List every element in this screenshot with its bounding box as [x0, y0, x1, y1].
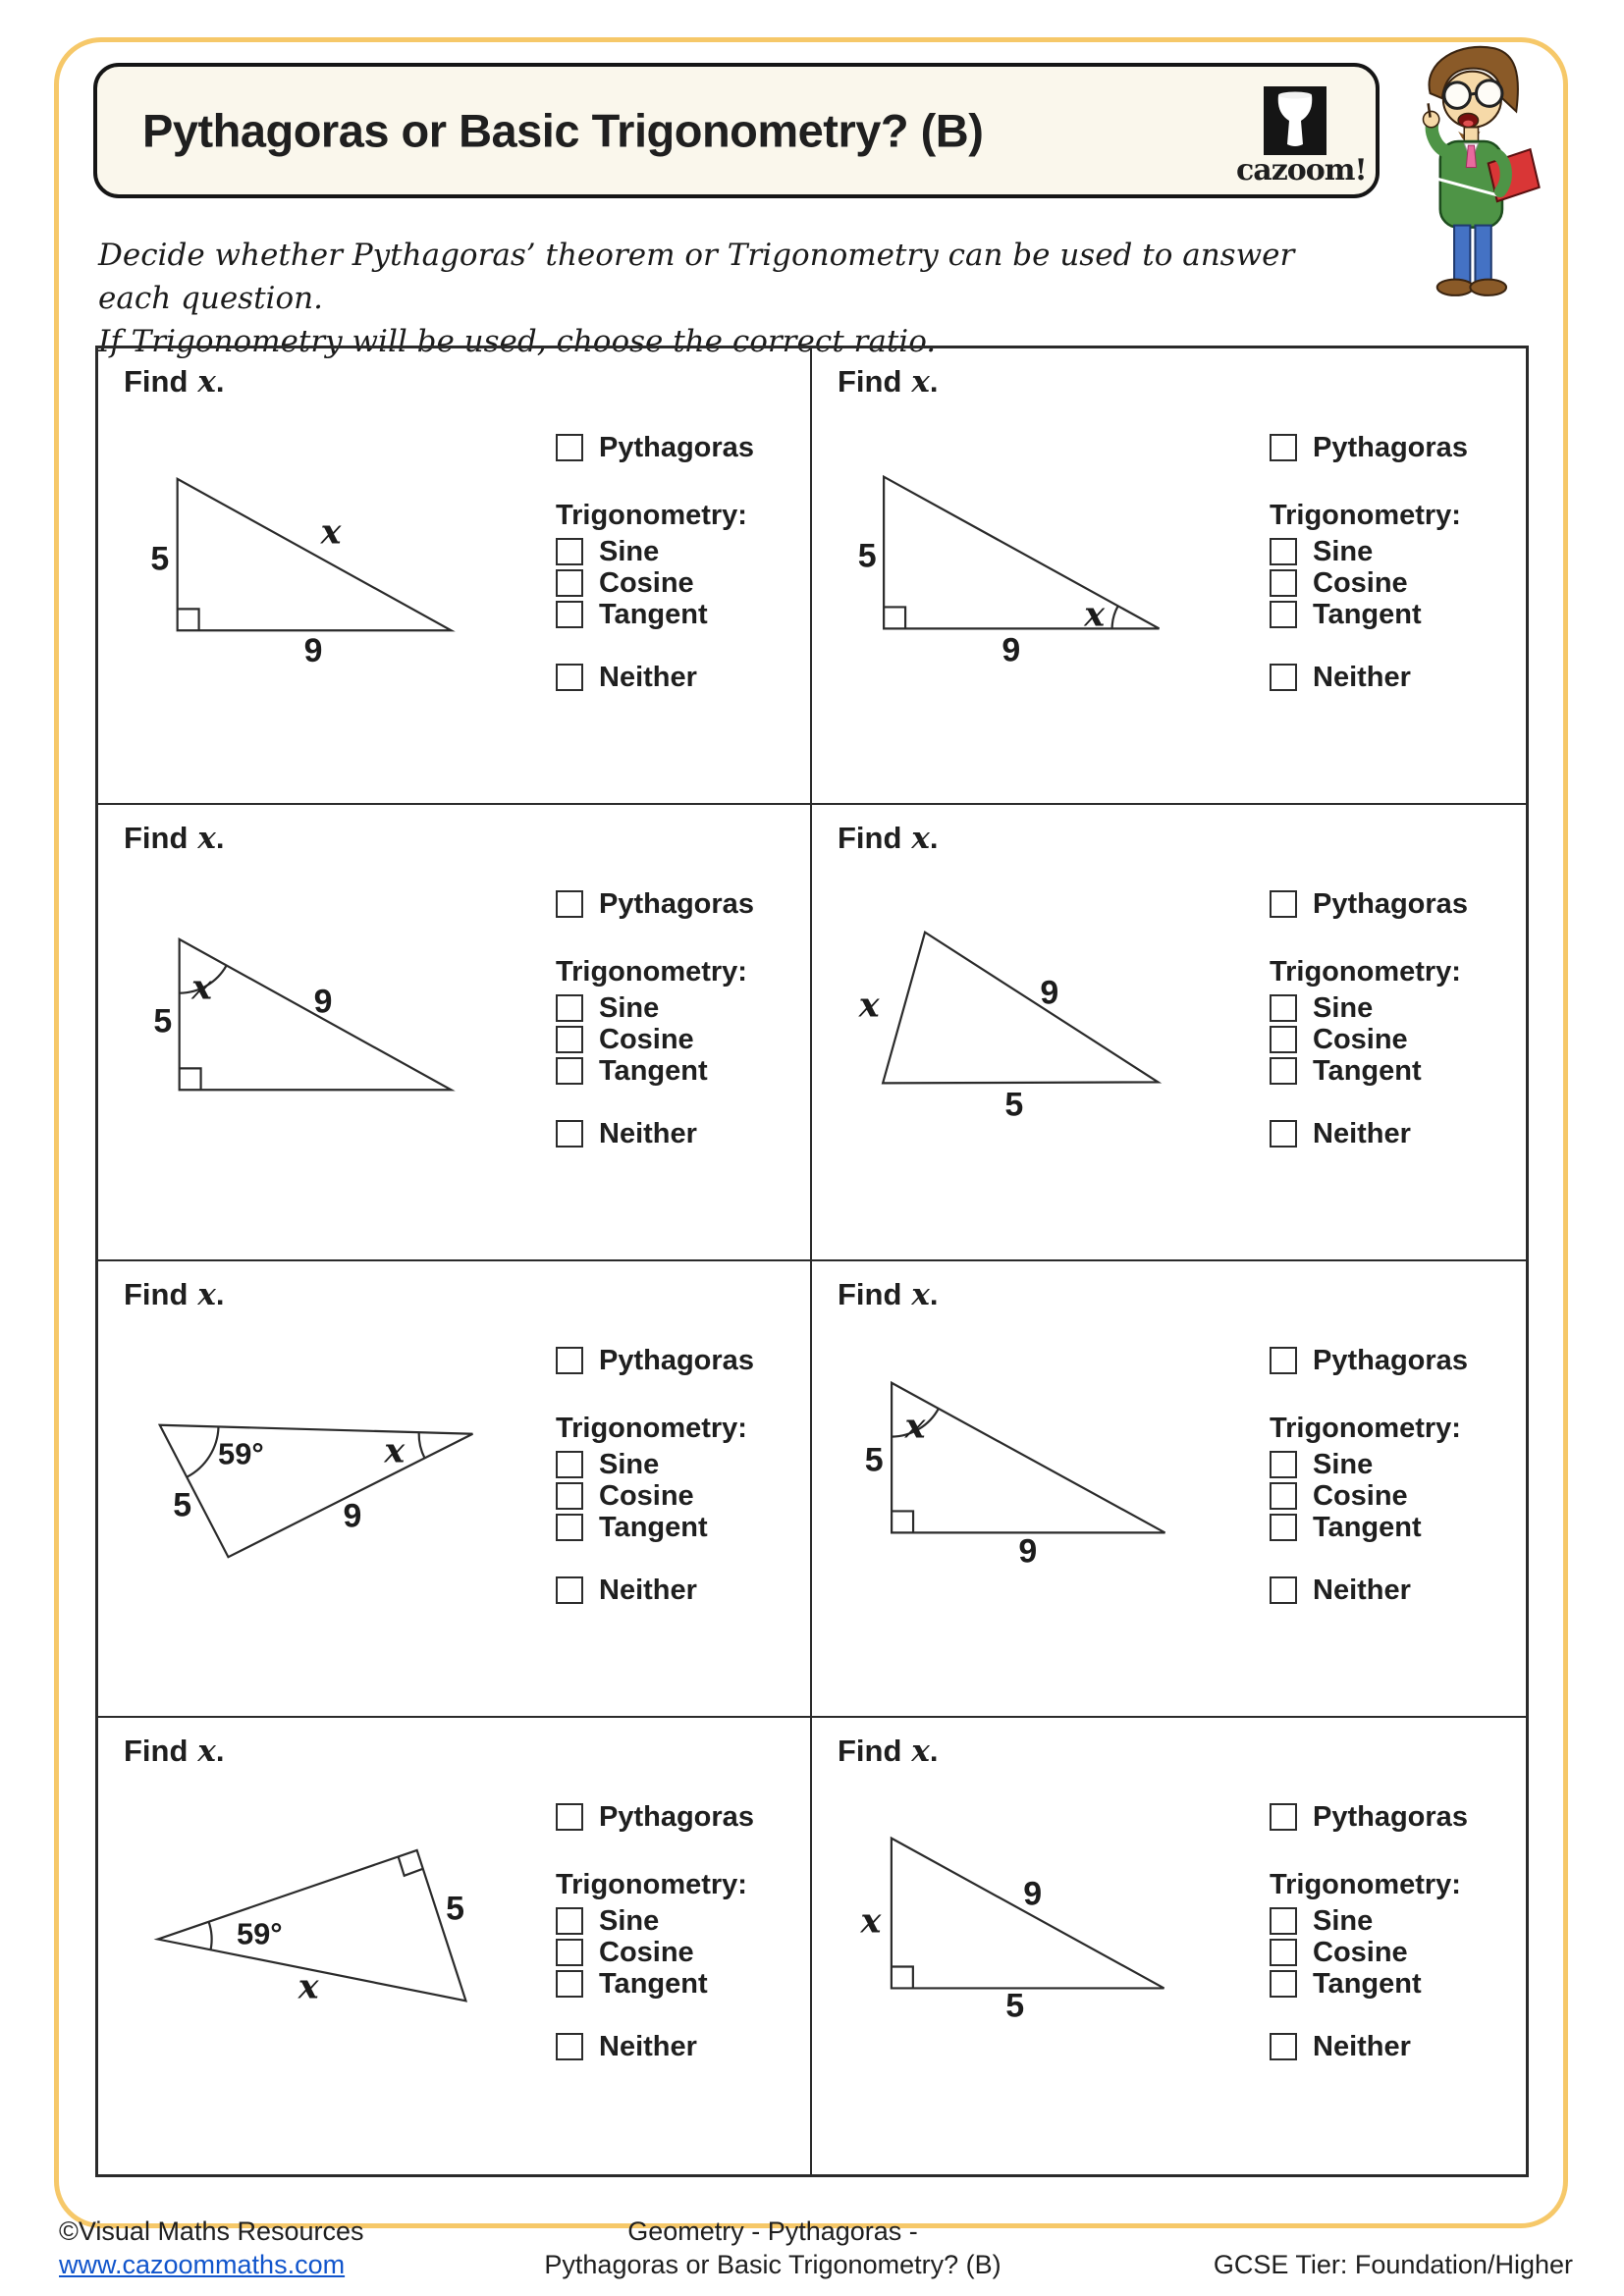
neither-label: Neither — [599, 1117, 697, 1149]
sine-checkbox[interactable] — [556, 994, 583, 1022]
pythagoras-checkbox[interactable] — [1270, 434, 1297, 461]
tangent-checkbox[interactable] — [556, 1970, 583, 1998]
svg-text:59°: 59° — [236, 1916, 283, 1951]
tangent-option[interactable] — [556, 600, 708, 629]
cosine-label: Cosine — [1313, 1023, 1408, 1055]
svg-text:x: x — [904, 1406, 926, 1447]
sine-option[interactable] — [1270, 1450, 1373, 1479]
svg-text:x: x — [1084, 594, 1106, 635]
sine-option[interactable] — [1270, 993, 1373, 1023]
footer-tier: GCSE Tier: Foundation/Higher — [1213, 2250, 1573, 2279]
instructions-line2: If Trigonometry will be used, choose the correct ratio. — [98, 324, 937, 360]
tangent-checkbox[interactable] — [1270, 1970, 1297, 1998]
question-prompt: Find x. — [124, 364, 225, 400]
tangent-checkbox[interactable] — [556, 601, 583, 628]
pythagoras-checkbox[interactable] — [556, 1803, 583, 1831]
cazoom-logo-text: cazoom! — [1236, 153, 1367, 187]
sine-checkbox[interactable] — [1270, 1451, 1297, 1478]
svg-text:5: 5 — [1005, 1987, 1025, 2025]
cosine-option[interactable] — [556, 1938, 694, 1967]
cosine-label: Cosine — [599, 1479, 694, 1512]
tangent-label: Tangent — [1313, 1967, 1422, 2000]
question-cell-1 — [98, 348, 812, 805]
neither-label: Neither — [1313, 1117, 1411, 1149]
tangent-label: Tangent — [1313, 598, 1422, 630]
svg-text:x: x — [858, 985, 880, 1026]
trigonometry-heading: Trigonometry: — [1270, 1413, 1461, 1444]
sine-checkbox[interactable] — [556, 1907, 583, 1935]
svg-text:9: 9 — [1040, 974, 1059, 1012]
footer-topic-line1: Geometry - Pythagoras - — [627, 2216, 918, 2246]
trigonometry-heading: Trigonometry: — [556, 956, 747, 988]
cosine-label: Cosine — [1313, 1936, 1408, 1968]
neither-label: Neither — [599, 661, 697, 693]
pythagoras-checkbox[interactable] — [556, 1347, 583, 1374]
answer-options — [1270, 1802, 1525, 2156]
neither-option[interactable] — [556, 663, 697, 692]
svg-text:5: 5 — [446, 1890, 464, 1928]
sine-option[interactable] — [556, 1906, 659, 1936]
tangent-option[interactable] — [1270, 600, 1422, 629]
neither-checkbox[interactable] — [556, 1576, 583, 1604]
neither-option[interactable] — [1270, 2032, 1411, 2061]
tangent-option[interactable] — [1270, 1969, 1422, 1999]
neither-option[interactable] — [556, 2032, 697, 2061]
tangent-label: Tangent — [1313, 1054, 1422, 1087]
cosine-option[interactable] — [556, 568, 694, 598]
neither-label: Neither — [599, 2030, 697, 2062]
sine-option[interactable] — [1270, 537, 1373, 566]
pythagoras-checkbox[interactable] — [1270, 890, 1297, 918]
cosine-label: Cosine — [599, 1936, 694, 1968]
question-prompt: Find x. — [838, 1277, 939, 1312]
pythagoras-option[interactable] — [556, 1346, 754, 1375]
tangent-checkbox[interactable] — [556, 1514, 583, 1541]
trigonometry-heading: Trigonometry: — [556, 1869, 747, 1900]
neither-option[interactable] — [1270, 1119, 1411, 1148]
tangent-label: Tangent — [599, 1967, 708, 2000]
neither-checkbox[interactable] — [1270, 1576, 1297, 1604]
sine-label: Sine — [599, 991, 660, 1024]
tangent-checkbox[interactable] — [1270, 1057, 1297, 1085]
pythagoras-option[interactable] — [1270, 433, 1468, 462]
sine-checkbox[interactable] — [556, 1451, 583, 1478]
answer-options — [1270, 1346, 1525, 1699]
cosine-checkbox[interactable] — [1270, 1482, 1297, 1510]
svg-text:x: x — [298, 1966, 319, 2007]
website-link[interactable]: www.cazoommaths.com — [59, 2250, 346, 2279]
trigonometry-heading: Trigonometry: — [1270, 500, 1461, 531]
answer-options — [1270, 433, 1525, 786]
sine-label: Sine — [599, 1448, 660, 1480]
question-cell-5 — [98, 1261, 812, 1718]
svg-text:x: x — [191, 967, 212, 1008]
pythagoras-option[interactable] — [1270, 1802, 1468, 1832]
pythagoras-label: Pythagoras — [1313, 1800, 1468, 1833]
neither-checkbox[interactable] — [556, 664, 583, 691]
question-cell-2 — [812, 348, 1526, 805]
svg-text:9: 9 — [313, 983, 333, 1021]
sine-label: Sine — [1313, 1904, 1374, 1937]
sine-checkbox[interactable] — [1270, 1907, 1297, 1935]
answer-options — [556, 889, 811, 1243]
svg-text:59°: 59° — [218, 1436, 264, 1471]
cazoom-drum-icon — [1264, 86, 1326, 155]
cazoom-logo — [1236, 86, 1367, 187]
cosine-option[interactable] — [1270, 568, 1408, 598]
pythagoras-option[interactable] — [1270, 889, 1468, 919]
trigonometry-heading: Trigonometry: — [1270, 956, 1461, 988]
pythagoras-checkbox[interactable] — [1270, 1347, 1297, 1374]
tangent-label: Tangent — [599, 1511, 708, 1543]
question-prompt: Find x. — [838, 821, 939, 856]
question-cell-7 — [98, 1718, 812, 2174]
tangent-label: Tangent — [599, 598, 708, 630]
sine-checkbox[interactable] — [1270, 994, 1297, 1022]
svg-text:x: x — [860, 1900, 882, 1942]
cosine-checkbox[interactable] — [556, 1026, 583, 1053]
pythagoras-label: Pythagoras — [1313, 431, 1468, 463]
trigonometry-heading: Trigonometry: — [556, 500, 747, 531]
question-prompt: Find x. — [838, 1734, 939, 1769]
trigonometry-heading: Trigonometry: — [1270, 1869, 1461, 1900]
sine-label: Sine — [599, 535, 660, 567]
svg-text:5: 5 — [173, 1486, 192, 1524]
cosine-label: Cosine — [599, 566, 694, 599]
sine-option[interactable] — [556, 1450, 659, 1479]
pythagoras-label: Pythagoras — [599, 1344, 754, 1376]
sine-label: Sine — [1313, 991, 1374, 1024]
pythagoras-option[interactable] — [1270, 1346, 1468, 1375]
page-title: Pythagoras or Basic Trigonometry? (B) — [142, 104, 984, 157]
svg-text:x: x — [384, 1430, 406, 1471]
neither-option[interactable] — [556, 1575, 697, 1605]
cosine-label: Cosine — [599, 1023, 694, 1055]
footer-topic-line2: Pythagoras or Basic Trigonometry? (B) — [544, 2250, 1001, 2279]
cosine-label: Cosine — [1313, 566, 1408, 599]
svg-text:5: 5 — [857, 537, 877, 575]
tangent-checkbox[interactable] — [556, 1057, 583, 1085]
svg-text:5: 5 — [150, 540, 170, 578]
answer-options — [556, 1346, 811, 1699]
sine-option[interactable] — [556, 537, 659, 566]
cosine-option[interactable] — [1270, 1938, 1408, 1967]
trigonometry-heading: Trigonometry: — [556, 1413, 747, 1444]
neither-label: Neither — [1313, 1574, 1411, 1606]
answer-options — [556, 433, 811, 786]
pythagoras-checkbox[interactable] — [1270, 1803, 1297, 1831]
svg-text:5: 5 — [153, 1002, 173, 1041]
sine-option[interactable] — [556, 993, 659, 1023]
cosine-checkbox[interactable] — [1270, 569, 1297, 597]
pythagoras-option[interactable] — [556, 1802, 754, 1832]
pythagoras-checkbox[interactable] — [556, 890, 583, 918]
cosine-option[interactable] — [1270, 1481, 1408, 1511]
cosine-option[interactable] — [1270, 1025, 1408, 1054]
svg-text:9: 9 — [1018, 1532, 1038, 1571]
question-prompt: Find x. — [124, 821, 225, 856]
tangent-option[interactable] — [556, 1969, 708, 1999]
answer-options — [556, 1802, 811, 2156]
neither-checkbox[interactable] — [1270, 664, 1297, 691]
neither-label: Neither — [1313, 2030, 1411, 2062]
tangent-label: Tangent — [599, 1054, 708, 1087]
pythagoras-label: Pythagoras — [599, 887, 754, 920]
instructions — [98, 234, 1375, 363]
sine-label: Sine — [1313, 535, 1374, 567]
cosine-checkbox[interactable] — [556, 1939, 583, 1966]
neither-label: Neither — [599, 1574, 697, 1606]
cosine-checkbox[interactable] — [556, 1482, 583, 1510]
tangent-checkbox[interactable] — [1270, 1514, 1297, 1541]
pythagoras-label: Pythagoras — [1313, 1344, 1468, 1376]
sine-checkbox[interactable] — [556, 538, 583, 565]
svg-text:9: 9 — [303, 632, 323, 670]
copyright-text: ©Visual Maths Resources — [59, 2216, 364, 2246]
question-prompt: Find x. — [124, 1734, 225, 1769]
svg-text:9: 9 — [1001, 631, 1021, 669]
cosine-label: Cosine — [1313, 1479, 1408, 1512]
tangent-option[interactable] — [556, 1056, 708, 1086]
worksheet-header — [93, 63, 1380, 198]
svg-text:9: 9 — [1023, 1875, 1043, 1913]
instructions-line1: Decide whether Pythagoras’ theorem or Trigonometry can be used to answer each question. — [98, 238, 1295, 317]
pythagoras-label: Pythagoras — [599, 1800, 754, 1833]
neither-option[interactable] — [1270, 663, 1411, 692]
sine-label: Sine — [1313, 1448, 1374, 1480]
answer-options — [1270, 889, 1525, 1243]
neither-checkbox[interactable] — [556, 1120, 583, 1148]
tangent-label: Tangent — [1313, 1511, 1422, 1543]
neither-option[interactable] — [1270, 1575, 1411, 1605]
svg-text:x: x — [320, 511, 342, 553]
tangent-option[interactable] — [556, 1513, 708, 1542]
cosine-checkbox[interactable] — [556, 569, 583, 597]
pythagoras-option[interactable] — [556, 889, 754, 919]
tangent-option[interactable] — [1270, 1513, 1422, 1542]
pythagoras-label: Pythagoras — [1313, 887, 1468, 920]
question-prompt: Find x. — [124, 1277, 225, 1312]
question-cell-4 — [812, 805, 1526, 1261]
sine-option[interactable] — [1270, 1906, 1373, 1936]
question-cell-8 — [812, 1718, 1526, 2174]
neither-checkbox[interactable] — [1270, 1120, 1297, 1148]
svg-text:5: 5 — [1004, 1086, 1024, 1124]
cosine-option[interactable] — [556, 1025, 694, 1054]
neither-checkbox[interactable] — [1270, 2033, 1297, 2060]
question-cell-6 — [812, 1261, 1526, 1718]
neither-option[interactable] — [556, 1119, 697, 1148]
question-grid — [95, 346, 1529, 2177]
teacher-illustration — [1396, 35, 1558, 300]
pythagoras-checkbox[interactable] — [556, 434, 583, 461]
pythagoras-option[interactable] — [556, 433, 754, 462]
cosine-checkbox[interactable] — [1270, 1939, 1297, 1966]
neither-checkbox[interactable] — [556, 2033, 583, 2060]
cosine-option[interactable] — [556, 1481, 694, 1511]
svg-text:5: 5 — [864, 1441, 884, 1479]
neither-label: Neither — [1313, 661, 1411, 693]
sine-checkbox[interactable] — [1270, 538, 1297, 565]
svg-text:9: 9 — [343, 1497, 362, 1535]
cosine-checkbox[interactable] — [1270, 1026, 1297, 1053]
sine-label: Sine — [599, 1904, 660, 1937]
question-cell-3 — [98, 805, 812, 1261]
tangent-option[interactable] — [1270, 1056, 1422, 1086]
question-prompt: Find x. — [838, 364, 939, 400]
tangent-checkbox[interactable] — [1270, 601, 1297, 628]
pythagoras-label: Pythagoras — [599, 431, 754, 463]
